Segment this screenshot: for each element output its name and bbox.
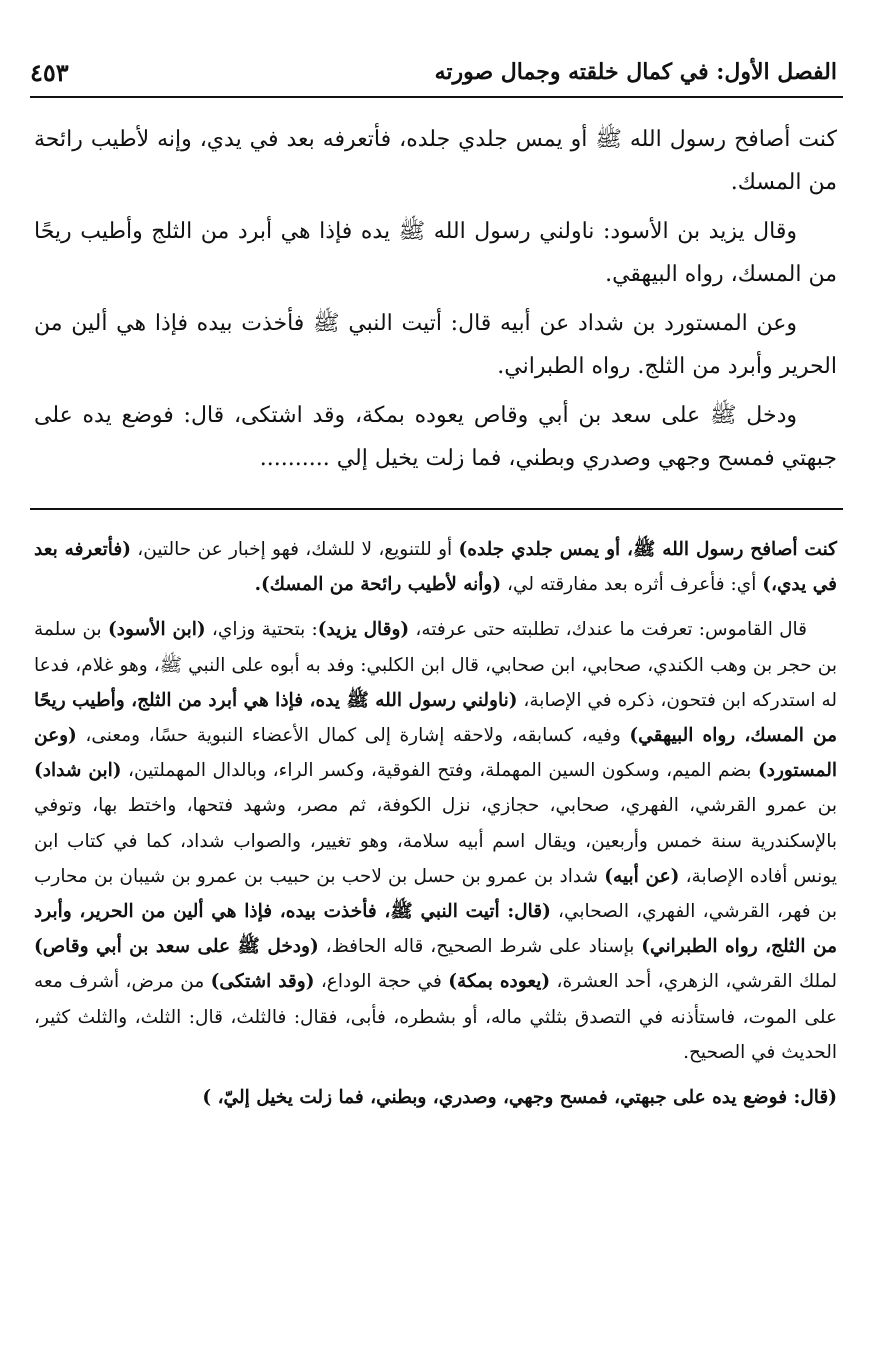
explanation-text: شداد بن عمرو بن حسل بن لاحب بن حبيب بن عمرو بن شيبان بن محارب بن فهر، القرشي، الفهري، الصحابي، xyxy=(34,865,837,923)
quoted-text: (يعوده بمكة) xyxy=(448,971,551,993)
header-divider xyxy=(30,96,843,98)
explanation-text: أي: فأعرف أثره بعد مفارقته لي، xyxy=(501,574,763,596)
explanation-text: قال القاموس: تعرفت ما عندك، تطلبته حتى عرفته، xyxy=(409,619,807,641)
quoted-text: (وقد اشتكى) xyxy=(210,971,315,993)
explanation-text: في حجة الوداع، xyxy=(314,971,449,993)
quoted-text: (وأنه لأطيب رائحة من المسك). xyxy=(254,574,502,596)
quoted-text: (قال: أتيت النبي ﷺ، فأخذت بيده، فإذا هي ألين من الحرير، وأبرد من الثلج، رواه الطبراني) xyxy=(34,901,837,958)
quoted-text: (فأتعرفه بعد في يدي،) xyxy=(34,539,837,596)
quoted-text: (وعن المستورد) xyxy=(34,725,837,782)
explanation-text: وفيه، كسابقه، ولاحقه إشارة إلى كمال الأعضاء النبوية حسًا، ومعنى، xyxy=(76,725,630,747)
commentary-text xyxy=(34,532,837,1125)
explanation-text: : بتحتية وزاي، xyxy=(205,619,318,641)
hadith-paragraph: ودخل ﷺ على سعد بن أبي وقاص يعوده بمكة، وقد اشتكى، قال: فوضع يده على جبهتي فمسح وجهي وصدري وبطني، فما زلت يخيل إلي .......... xyxy=(34,403,837,471)
quoted-text: (عن أبيه) xyxy=(604,865,680,887)
quoted-text: (ابن الأسود) xyxy=(107,619,206,641)
commentary-paragraph xyxy=(34,532,837,602)
explanation-text: بن سلمة بن حجر بن وهب الكندي، صحابي، ابن صحابي، قال ابن الكلبي: وفد به أبوه على النبي ﷺ، وهو غلام، فدعا له استدركه ابن فتحون، ذكره في الإصابة، xyxy=(34,619,838,711)
explanation-text: أو للتنويع، لا للشك، فهو إخبار عن حالتين، xyxy=(130,539,459,560)
explanation-text: بضم الميم، وسكون السين المهملة، وفتح الفوقية، وكسر الراء، وبالدال المهملتين، xyxy=(121,760,758,782)
explanation-text: بإسناد على شرط الصحيح، قاله الحافظ، xyxy=(318,936,642,958)
hadith-paragraph: كنت أصافح رسول الله ﷺ أو يمس جلدي جلده، فأتعرفه بعد في يدي، وإنه لأطيب رائحة من المسك. xyxy=(34,127,837,195)
hadith-paragraph: وقال يزيد بن الأسود: ناولني رسول الله ﷺ يده فإذا هي أبرد من الثلج وأطيب ريحًا من المسك، رواه البيهقي. xyxy=(34,219,837,287)
commentary-paragraph xyxy=(34,612,837,1070)
quoted-text: (وقال يزيد) xyxy=(317,619,410,641)
explanation-text: لملك القرشي، الزهري، أحد العشرة، xyxy=(550,971,837,993)
section-divider xyxy=(30,508,843,510)
explanation-text: بن عمرو القرشي، الفهري، صحابي، حجازي، نزل الكوفة، ثم مصر، وشهد فتحها، واختط بها، وتوفي بالإسكندرية سنة خمس وأربعين، ويقال اسم أبيه سلامة، وهو تغيير، والصواب شداد، كما في كتاب ابن يونس أفاده الإصابة، xyxy=(34,795,837,887)
quoted-text: كنت أصافح رسول الله ﷺ، أو يمس جلدي جلده) xyxy=(458,539,837,560)
quoted-text: (ناولني رسول الله ﷺ يده، فإذا هي أبرد من الثلج، وأطيب ريحًا من المسك، رواه البيهقي) xyxy=(34,689,837,747)
page-number: ٤٥٣ xyxy=(30,57,69,87)
commentary-paragraph: (قال: فوضع يده على جبهتي، فمسح وجهي، وصدري، وبطني، فما زلت يخيل إليّ، ) xyxy=(202,1087,837,1109)
quoted-text: (ودخل ﷺ على سعد بن أبي وقاص) xyxy=(34,936,319,958)
page-header xyxy=(30,50,837,94)
running-title: الفصل الأول: في كمال خلقته وجمال صورته xyxy=(434,59,837,85)
explanation-text: من مرض، أشرف معه على الموت، فاستأذنه في التصدق بثلثي ماله، أو بشطره، فأبى، فقال: فالثلث، قال: الثلث، والثلث كثير، الحديث في الصحيح. xyxy=(34,971,837,1063)
hadith-paragraph: وعن المستورد بن شداد عن أبيه قال: أتيت النبي ﷺ فأخذت بيده فإذا هي ألين من الحرير وأبرد من الثلج. رواه الطبراني. xyxy=(34,311,837,379)
hadith-text xyxy=(34,118,837,486)
quoted-text: (ابن شداد) xyxy=(34,760,122,782)
